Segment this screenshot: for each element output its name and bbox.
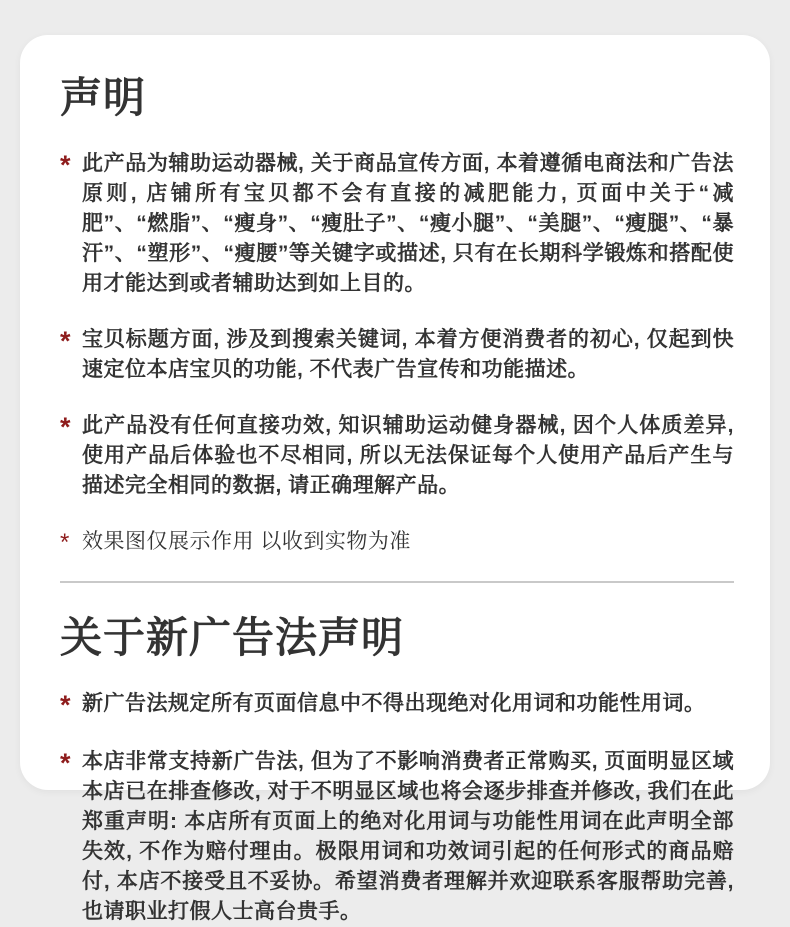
statement-paragraph-1-text: 此产品为辅助运动器械, 关于商品宣传方面, 本着遵循电商法和广告法原则, 店铺所有宝贝都不会有直接的减肥能力, 页面中关于“减肥”、“燃脂”、“瘦身”、“瘦肚子”、“瘦小腿”、“美腿”、“瘦腿”、“暴汗”、“塑形”、“瘦腰”等关键字或描述, 只有在长期科学锻炼和搭配使用才能达到或者辅助达到如上目的。 (82, 152, 734, 295)
ad-law-section-title: 关于新广告法声明 (60, 614, 405, 661)
asterisk-bullet-icon: * (60, 150, 71, 180)
asterisk-bullet-icon: * (60, 326, 71, 356)
statement-paragraph-1 (60, 149, 734, 299)
asterisk-bullet-icon: * (60, 529, 70, 556)
ad-law-paragraph-1 (60, 689, 734, 721)
asterisk-bullet-icon: * (60, 690, 71, 720)
statement-paragraph-3 (60, 411, 734, 501)
statement-paragraph-4-text: 效果图仅展示作用 以收到实物为准 (82, 530, 411, 553)
section-divider (60, 581, 734, 583)
statement-paragraph-4 (60, 527, 734, 559)
disclaimer-card (20, 35, 770, 923)
asterisk-bullet-icon: * (60, 748, 71, 778)
ad-law-paragraph-2-text: 本店非常支持新广告法, 但为了不影响消费者正常购买, 页面明显区域本店已在排查修改, 对于不明显区域也将会逐步排查并修改, 我们在此郑重声明: 本店所有页面上的绝对化用词与功能性用词在此声明全部失效, 不作为赔付理由。极限用词和功效词引起的任何形式的商品赔付, 本店不接受且不妥协。希望消费者理解并欢迎联系客服帮助完善, 也请职业打假人士高台贵手。 (82, 750, 734, 923)
statement-paragraph-2-text: 宝贝标题方面, 涉及到搜索关键词, 本着方便消费者的初心, 仅起到快速定位本店宝贝的功能, 不代表广告宣传和功能描述。 (82, 328, 734, 381)
ad-law-paragraph-1-text: 新广告法规定所有页面信息中不得出现绝对化用词和功能性用词。 (82, 692, 706, 715)
statement-paragraph-2 (60, 325, 734, 385)
statement-paragraph-3-text: 此产品没有任何直接功效, 知识辅助运动健身器械, 因个人体质差异, 使用产品后体验也不尽相同, 所以无法保证每个人使用产品后产生与描述完全相同的数据, 请正确理解产品。 (82, 414, 734, 497)
ad-law-paragraph-2 (60, 747, 734, 927)
statement-section-title: 声明 (60, 74, 147, 121)
asterisk-bullet-icon: * (60, 412, 71, 442)
